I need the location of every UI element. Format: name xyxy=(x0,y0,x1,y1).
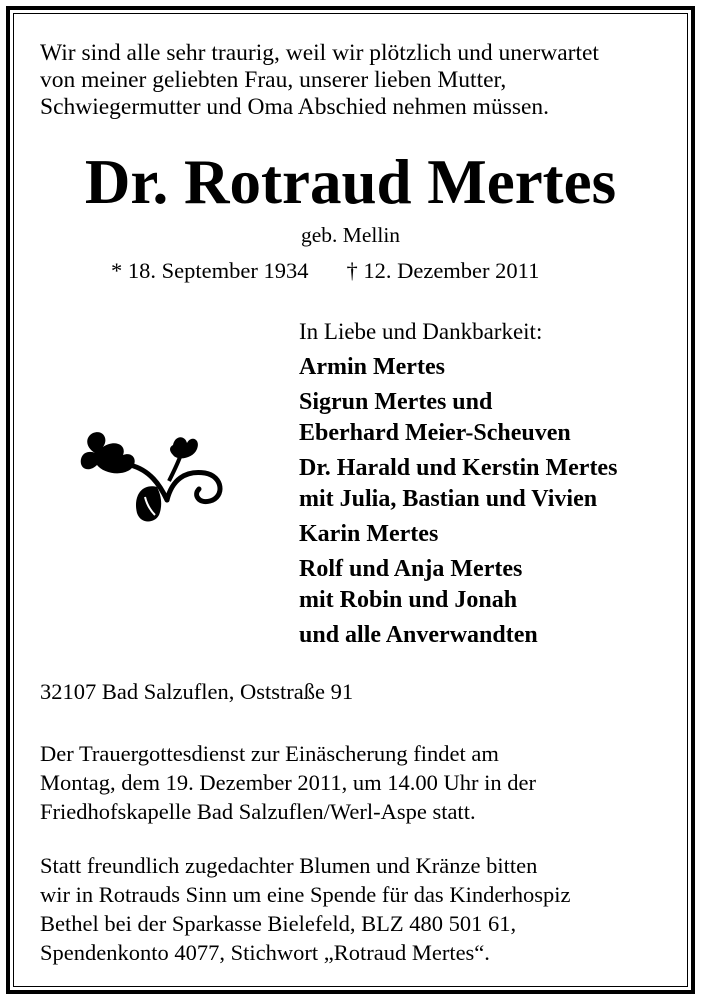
mourner-group xyxy=(299,352,617,383)
intro-line: Schwiegermutter und Oma Abschied nehmen müssen. xyxy=(40,94,550,120)
service-line: Der Trauergottesdienst zur Einäscherung findet am xyxy=(40,741,499,766)
life-dates xyxy=(111,257,539,285)
mourner-group xyxy=(299,387,617,449)
mourner-line: Sigrun Mertes und xyxy=(299,389,493,415)
donation-notice xyxy=(40,851,685,967)
intro-line: von meiner geliebten Frau, unserer lieben Mutter, xyxy=(40,67,507,93)
floral-ornament-icon xyxy=(75,425,235,525)
mourner-line: mit Julia, Bastian und Vivien xyxy=(299,486,598,512)
donation-line: wir in Rotrauds Sinn um eine Spende für das Kinderhospiz xyxy=(40,882,571,907)
address: 32107 Bad Salzuflen, Oststraße 91 xyxy=(40,679,354,704)
mourner-group xyxy=(299,519,617,550)
mourner-line: Dr. Harald und Kerstin Mertes xyxy=(299,455,618,481)
mourner-line: Armin Mertes xyxy=(299,354,445,380)
donation-line: Bethel bei der Sparkasse Bielefeld, BLZ 480 501 61, xyxy=(40,911,517,936)
intro-text xyxy=(40,40,680,121)
mourner-group xyxy=(299,554,617,616)
mourner-group xyxy=(299,453,617,515)
mourner-line: Eberhard Meier-Scheuven xyxy=(299,420,571,446)
mourner-line: Rolf und Anja Mertes xyxy=(299,556,523,582)
mourners-lead: In Liebe und Dankbarkeit: xyxy=(299,319,543,344)
service-line: Montag, dem 19. Dezember 2011, um 14.00 Uhr in der xyxy=(40,770,536,795)
death-date: † 12. Dezember 2011 xyxy=(346,258,540,283)
birth-name: geb. Mellin xyxy=(300,223,401,247)
mourner-group xyxy=(299,620,617,651)
birth-date: * 18. September 1934 xyxy=(111,258,309,283)
service-notice xyxy=(40,739,680,826)
mourner-line: mit Robin und Jonah xyxy=(299,587,518,613)
mourner-line: Karin Mertes xyxy=(299,521,439,547)
intro-line: Wir sind alle sehr traurig, weil wir plötzlich und unerwartet xyxy=(40,40,599,66)
mourners-list xyxy=(299,318,617,655)
deceased-name: Dr. Rotraud Mertes xyxy=(84,147,617,217)
donation-line: Spendenkonto 4077, Stichwort „Rotraud Mertes“. xyxy=(40,940,490,965)
donation-line: Statt freundlich zugedachter Blumen und Kränze bitten xyxy=(40,853,538,878)
service-line: Friedhofskapelle Bad Salzuflen/Werl-Aspe statt. xyxy=(40,799,476,824)
mourner-line: und alle Anverwandten xyxy=(299,622,538,648)
